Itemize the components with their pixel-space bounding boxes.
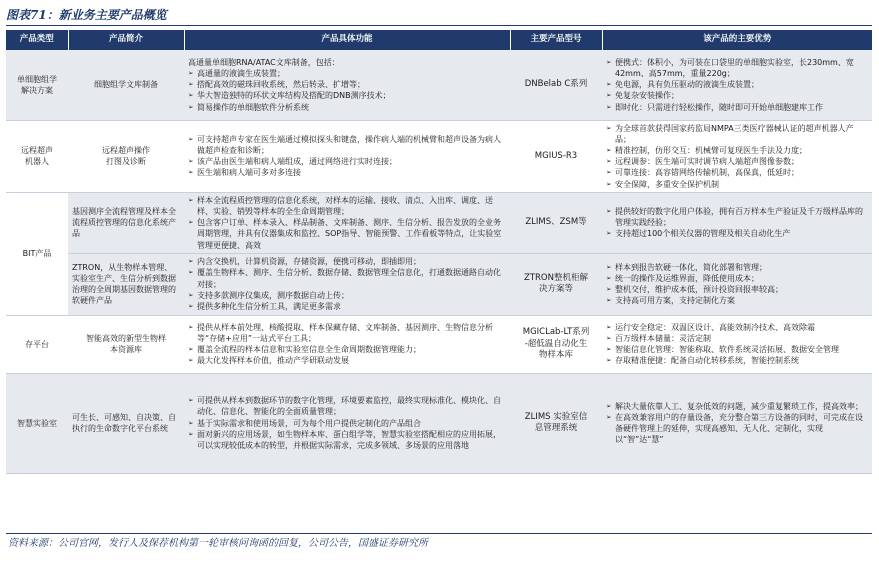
arrow-bullet-icon: ➢ xyxy=(188,80,194,89)
function-item xyxy=(188,301,506,312)
arrow-bullet-icon: ➢ xyxy=(606,285,612,294)
advantage-text: 为全球首款获得国家药监局NMPA三类医疗器械认证的超声机器人产品； xyxy=(615,123,854,144)
advantage-text: 样本到报告软硬一体化，简化部署和管理； xyxy=(615,262,767,272)
advantage-item xyxy=(606,57,868,79)
advantage-item xyxy=(606,401,868,412)
product-model-text: MGICLab-LT系列 xyxy=(522,327,590,338)
advantage-item xyxy=(606,355,868,366)
arrow-bullet-icon: ➢ xyxy=(606,322,612,331)
arrow-bullet-icon: ➢ xyxy=(188,396,194,405)
arrow-bullet-icon: ➢ xyxy=(188,218,194,227)
advantage-item xyxy=(606,206,868,228)
advantage-text: 在高效兼容用户的存量设备，充分整合第三方设备的同时，可完成在设备硬件管理上的延伸，实现高感知、无人化、定制化，实现以“智”达“慧” xyxy=(615,413,863,445)
function-item xyxy=(188,195,506,217)
header-product-type: 产品类型 xyxy=(6,30,68,50)
arrow-bullet-icon: ➢ xyxy=(188,302,194,311)
cell-product-model xyxy=(510,192,602,253)
function-text: 包含客户订单、样本录入、样品制备、文库制备、测序、生信分析、报告发放的全业务周期管理，并具有仪器集成和监控、SOP指导、智能预警、工作看板等特点，让实验室管理更便捷、高效 xyxy=(197,218,502,250)
arrow-bullet-icon: ➢ xyxy=(606,296,612,305)
advantage-item xyxy=(606,102,868,113)
source-note: 资料来源：公司官网，发行人及保荐机构第一轮审核问询函的回复，公司公告，国盛证券研究所 xyxy=(6,533,872,555)
function-text: 覆盖全流程的样本信息和实验室信息全生命周期数据管理能力； xyxy=(197,345,421,355)
arrow-bullet-icon: ➢ xyxy=(606,179,612,188)
table-header-row xyxy=(6,30,872,50)
advantage-item xyxy=(606,79,868,90)
cell-product-model xyxy=(510,253,602,315)
product-model-text: MGIUS-R3 xyxy=(534,150,578,161)
function-item xyxy=(188,418,506,429)
arrow-bullet-icon: ➢ xyxy=(606,345,612,354)
cell-product-type xyxy=(6,315,68,373)
header-product-intro: 产品简介 xyxy=(68,30,184,50)
function-item xyxy=(188,68,506,79)
function-text: 该产品由医生端和病人端组成，通过网络进行实时连接； xyxy=(197,157,397,167)
product-type-text: BIT产品 xyxy=(22,249,52,259)
advantage-item xyxy=(606,412,868,446)
function-text: 可提供从样本到数据环节的数字化管理，环境要素监控，最终实现标准化、模块化、自动化、信息化、智能化的全面质量管理； xyxy=(197,396,501,417)
arrow-bullet-icon: ➢ xyxy=(606,229,612,238)
cell-product-advantages xyxy=(602,315,872,373)
arrow-bullet-icon: ➢ xyxy=(188,356,194,365)
cell-product-intro xyxy=(68,373,184,473)
function-item xyxy=(188,90,506,101)
cell-product-functions xyxy=(184,50,510,120)
advantage-item xyxy=(606,167,868,178)
product-type-text: 单细胞组学 xyxy=(17,74,57,84)
arrow-bullet-icon: ➢ xyxy=(606,274,612,283)
advantage-text: 免复杂安装操作； xyxy=(615,91,679,101)
function-item xyxy=(188,429,506,451)
product-intro-text: 本资源库 xyxy=(110,345,142,355)
table-row xyxy=(6,50,872,120)
cell-product-functions xyxy=(184,253,510,315)
product-model-text: 息管理系统 xyxy=(534,423,578,434)
product-model-text: ZTRON整机柜解 xyxy=(524,273,588,284)
arrow-bullet-icon: ➢ xyxy=(188,257,194,266)
product-model-text: 决方案等 xyxy=(538,284,573,295)
function-item xyxy=(188,156,506,167)
advantage-item xyxy=(606,273,868,284)
advantage-item xyxy=(606,295,868,306)
advantage-text: 即时化：只需进行轻松操作，随时即可开始单细胞建库工作 xyxy=(615,102,823,112)
arrow-bullet-icon: ➢ xyxy=(188,345,194,354)
function-text: 支持多款测序仪集成，测序数据自动上传； xyxy=(197,290,349,300)
cell-product-advantages xyxy=(602,120,872,192)
cell-product-advantages xyxy=(602,373,872,473)
advantage-text: 统一的操作及运维界面，降低使用成本； xyxy=(615,274,759,284)
product-intro-text: 可生长、可感知、自决策、自执行的生命数字化平台系统 xyxy=(72,413,176,434)
table-row xyxy=(6,315,872,373)
function-text: 基于实际需求和使用场景，可为每个用户提供定制化的产品组合 xyxy=(197,418,421,428)
arrow-bullet-icon: ➢ xyxy=(606,413,612,422)
function-text: 面对新兴的应用场景，如生物样本库、蛋白组学等，智慧实验室搭配相应的应用拓展，可以实现较低成本的转型，并根据实际需求，完成多领域、多场景的应用落地 xyxy=(197,429,501,451)
table-row xyxy=(6,253,872,315)
arrow-bullet-icon: ➢ xyxy=(188,68,194,77)
arrow-bullet-icon: ➢ xyxy=(188,168,194,177)
cell-product-intro xyxy=(68,120,184,192)
advantage-item xyxy=(606,322,868,333)
function-item xyxy=(188,79,506,90)
arrow-bullet-icon: ➢ xyxy=(606,262,612,271)
advantage-item xyxy=(606,179,868,190)
cell-product-model xyxy=(510,50,602,120)
function-item xyxy=(188,134,506,156)
table-row xyxy=(6,120,872,192)
product-intro-text: 智能高效的新型生物样 xyxy=(86,334,166,344)
cell-product-intro xyxy=(68,50,184,120)
product-intro-text: 远程超声操作 xyxy=(102,145,150,155)
advantage-text: 智能信息化管理：智能称取、软件系统灵活拓展、数据安全管理 xyxy=(615,345,839,355)
arrow-bullet-icon: ➢ xyxy=(606,334,612,343)
cell-product-advantages xyxy=(602,253,872,315)
advantage-text: 整机交付，维护成本低，预计投资回报率较高； xyxy=(615,285,783,295)
function-text: 搭配高效的磁珠回收系统，然后转录、扩增等； xyxy=(197,80,365,90)
cell-product-model xyxy=(510,373,602,473)
cell-product-functions xyxy=(184,373,510,473)
function-text: 样本全流程质控管理的信息化系统，对样本的运输、接收、清点、入出库、调度、送样、实验、销毁等样本的全生命周期管理； xyxy=(197,195,493,216)
product-intro-text: ZTRON，从生物样本管理、实验室生产、生信分析到数据治理的全周期基因数据管理的软硬件产品 xyxy=(72,262,176,306)
cell-product-advantages xyxy=(602,192,872,253)
advantage-text: 精准控制，仿形交互：机械臂可复现医生手法及力度； xyxy=(615,145,807,155)
arrow-bullet-icon: ➢ xyxy=(188,290,194,299)
product-intro-text: 打图及诊断 xyxy=(106,157,146,167)
product-model-text: 物样本库 xyxy=(538,349,573,360)
product-intro-text: 基因测序全流程管理及样本全流程质控管理的信息化系统产品 xyxy=(72,206,176,239)
advantage-item xyxy=(606,228,868,239)
arrow-bullet-icon: ➢ xyxy=(188,268,194,277)
function-text: 高通量的液滴生成装置； xyxy=(197,68,285,78)
advantage-item xyxy=(606,284,868,295)
arrow-bullet-icon: ➢ xyxy=(188,91,194,100)
function-item xyxy=(188,267,506,289)
cell-product-intro xyxy=(68,253,184,315)
product-type-text: 解决方案 xyxy=(21,85,53,95)
function-item xyxy=(188,256,506,267)
function-text: 提供从样本前处理、核酸提取、样本保藏存储、文库制备、基因测序、生物信息分析等“存储+应用”一站式平台工具； xyxy=(197,322,493,344)
cell-product-type xyxy=(6,50,68,120)
function-text: 高通量单细胞RNA/ATAC文库制备，包括： xyxy=(188,57,340,67)
function-text: 最大化发挥样本价值，推动产学研联动发展 xyxy=(197,356,349,366)
cell-product-model xyxy=(510,120,602,192)
cell-product-type xyxy=(6,120,68,192)
advantage-text: 支持超过100个相关仪器的管理及相关自动化生产 xyxy=(615,229,791,239)
cell-product-functions xyxy=(184,120,510,192)
cell-product-type xyxy=(6,192,68,315)
function-item xyxy=(188,322,506,344)
arrow-bullet-icon: ➢ xyxy=(606,168,612,177)
product-model-text: ZLIMS、ZSM等 xyxy=(525,217,587,228)
advantage-text: 支持高可用方案，支持定制化方案 xyxy=(615,296,735,306)
header-product-functions: 产品具体功能 xyxy=(184,30,510,50)
header-product-advantages: 该产品的主要优势 xyxy=(602,30,872,50)
arrow-bullet-icon: ➢ xyxy=(606,80,612,89)
product-overview-table xyxy=(6,30,872,474)
cell-product-functions xyxy=(184,315,510,373)
function-text: 华大智造独特的环状文库结构及搭配的DNB测序技术； xyxy=(197,91,391,101)
cell-product-type xyxy=(6,373,68,473)
advantage-text: 便携式：体积小，为可装在口袋里的单细胞实验室，长230mm、宽42mm、高57mm，重量220g； xyxy=(615,57,854,78)
function-item xyxy=(188,395,506,417)
arrow-bullet-icon: ➢ xyxy=(188,102,194,111)
advantage-text: 运行安全稳定：双温区设计、高能效制冷技术、高效除霜 xyxy=(615,322,815,332)
function-text: 医生端和病人端可多对多连接 xyxy=(197,168,301,178)
product-type-text: 智慧实验室 xyxy=(17,418,57,428)
product-model-text: ZLIMS 实验室信 xyxy=(524,412,588,423)
table-row xyxy=(6,192,872,253)
advantage-item xyxy=(606,123,868,145)
function-text: 内含交换机，计算机资源，存储资源，便携可移动，即插即用； xyxy=(197,257,421,267)
arrow-bullet-icon: ➢ xyxy=(188,429,194,438)
cell-product-functions xyxy=(184,192,510,253)
advantage-text: 可靠连接：高容错网络传输机制，高保真，低延时； xyxy=(615,168,799,178)
advantage-item xyxy=(606,90,868,101)
arrow-bullet-icon: ➢ xyxy=(188,134,194,143)
arrow-bullet-icon: ➢ xyxy=(606,91,612,100)
header-product-model: 主要产品型号 xyxy=(510,30,602,50)
advantage-text: 安全保障，多重安全保护机制 xyxy=(615,179,719,189)
function-item xyxy=(188,102,506,113)
arrow-bullet-icon: ➢ xyxy=(606,401,612,410)
product-intro-text: 细胞组学文库制备 xyxy=(94,80,158,90)
function-text: 可支持超声专家在医生端通过模拟探头和键盘，操作病人端的机械臂和超声设备为病人做超声检查和诊断； xyxy=(197,134,501,155)
cell-product-model xyxy=(510,315,602,373)
advantage-text: 提供较好的数字化用户体验，拥有百万样本生产验证及千万级样品库的管理实践经验； xyxy=(615,206,863,228)
advantage-text: 解决大量依靠人工、复杂低效的问题，减少重复繁琐工作，提高效率； xyxy=(615,401,863,411)
cell-product-advantages xyxy=(602,50,872,120)
arrow-bullet-icon: ➢ xyxy=(606,206,612,215)
arrow-bullet-icon: ➢ xyxy=(606,102,612,111)
function-text: 简易操作的单细胞软件分析系统 xyxy=(197,102,309,112)
advantage-text: 存取精准便捷：配备自动化转移系统，智能控制系统 xyxy=(615,356,799,366)
arrow-bullet-icon: ➢ xyxy=(606,157,612,166)
advantage-item xyxy=(606,333,868,344)
arrow-bullet-icon: ➢ xyxy=(606,57,612,66)
advantage-item xyxy=(606,262,868,273)
figure-title: 图表71：新业务主要产品概览 xyxy=(6,4,872,26)
function-item xyxy=(188,290,506,301)
function-text: 覆盖生物样本、测序、生信分析、数据存储、数据管理全信息化，打通数据通路自动化对接； xyxy=(197,268,501,289)
advantage-text: 免电源，具有负压驱动的液滴生成装置； xyxy=(615,80,759,90)
arrow-bullet-icon: ➢ xyxy=(188,195,194,204)
cell-product-intro xyxy=(68,192,184,253)
function-item xyxy=(188,217,506,251)
arrow-bullet-icon: ➢ xyxy=(188,157,194,166)
product-type-text: 远程超声 xyxy=(21,145,53,155)
table-row xyxy=(6,373,872,473)
function-text: 提供多种化生信分析工具，满足更多需求 xyxy=(197,302,341,312)
product-type-text: 机器人 xyxy=(25,157,49,167)
arrow-bullet-icon: ➢ xyxy=(606,123,612,132)
product-type-text: 存平台 xyxy=(25,339,49,349)
advantage-item xyxy=(606,156,868,167)
arrow-bullet-icon: ➢ xyxy=(188,418,194,427)
function-item xyxy=(188,355,506,366)
arrow-bullet-icon: ➢ xyxy=(606,356,612,365)
function-item xyxy=(188,167,506,178)
advantage-item xyxy=(606,145,868,156)
advantage-text: 远程调参：医生端可实时调节病人端超声图像参数； xyxy=(615,157,799,167)
cell-product-intro xyxy=(68,315,184,373)
product-model-text: DNBelab C系列 xyxy=(524,79,588,90)
function-item xyxy=(188,57,506,68)
product-model-text: -超低温自动化生 xyxy=(524,338,588,349)
arrow-bullet-icon: ➢ xyxy=(188,322,194,331)
arrow-bullet-icon: ➢ xyxy=(606,145,612,154)
function-item xyxy=(188,344,506,355)
advantage-text: 百万级样本储量：灵活定制 xyxy=(615,334,711,344)
advantage-item xyxy=(606,344,868,355)
